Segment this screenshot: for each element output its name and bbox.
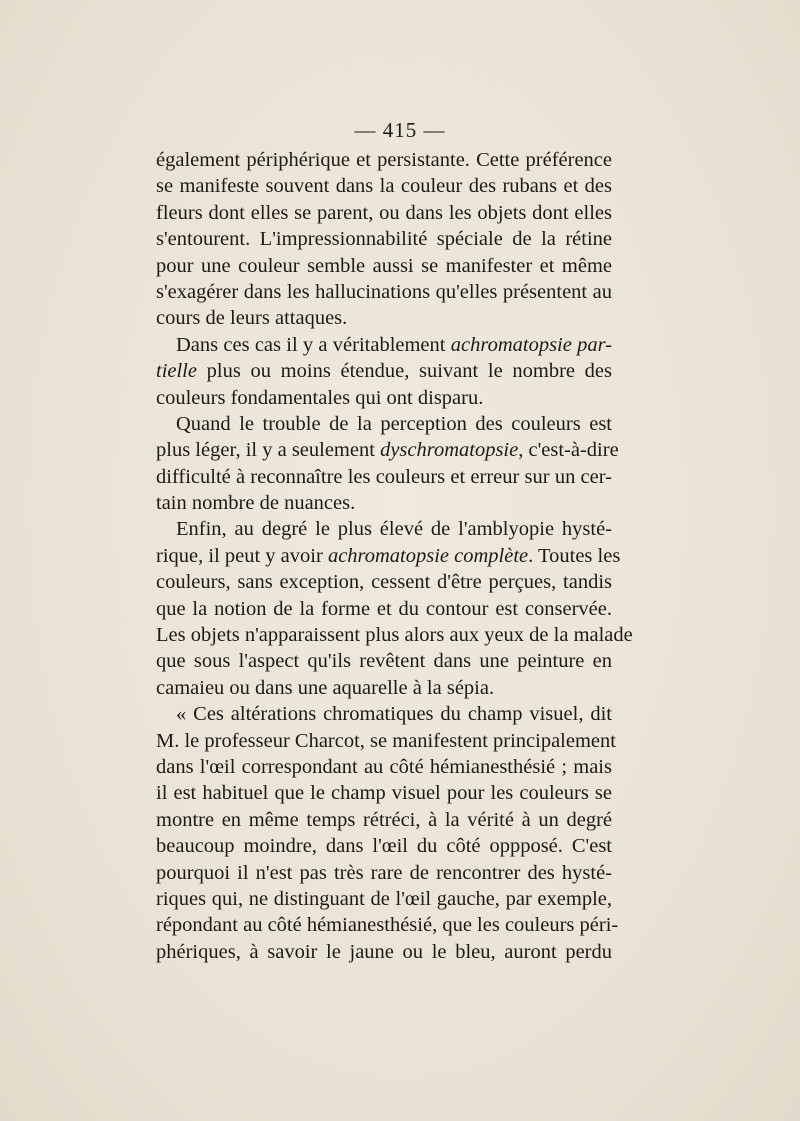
text-run: rique, il peut y avoir xyxy=(156,544,328,567)
text-line: difficulté à reconnaître les couleurs et erreur sur un cer- xyxy=(156,465,612,488)
text-line: Enfin, au degré le plus élevé de l'amblyopie hysté- xyxy=(176,518,612,541)
text-line: Les objets n'apparaissent plus alors aux yeux de la malade xyxy=(156,624,633,647)
text-line: couleurs fondamentales qui ont disparu. xyxy=(156,386,484,409)
text-line: répondant au côté hémianesthésié, que les couleurs péri- xyxy=(156,914,619,937)
text-run: plus léger, il y a seulement xyxy=(156,439,381,462)
italic-term: dyschromatopsie xyxy=(380,439,519,462)
text-run: . Toutes les xyxy=(528,544,621,567)
italic-term: achromatopsie par- xyxy=(450,333,612,356)
body-text xyxy=(156,147,633,965)
text-line xyxy=(156,543,621,569)
text-run: , c'est-à-dire xyxy=(518,439,619,462)
text-line: se manifeste souvent dans la couleur des rubans et des xyxy=(156,175,612,198)
text-line: phériques, à savoir le jaune ou le bleu, auront perdu xyxy=(156,940,612,963)
text-line: cours de leurs attaques. xyxy=(156,307,348,330)
text-line: que la notion de la forme et du contour est conservée. xyxy=(156,597,612,620)
text-line: couleurs, sans exception, cessent d'être perçues, tandis xyxy=(156,571,612,594)
text-line: M. le professeur Charcot, se manifestent principalement xyxy=(156,729,616,752)
text-line: beaucoup moindre, dans l'œil du côté oppposé. C'est xyxy=(156,835,612,858)
text-line: pourquoi il n'est pas très rare de rencontrer des hysté- xyxy=(156,861,612,884)
text-line: tain nombre de nuances. xyxy=(156,492,356,515)
text-line: dans l'œil correspondant au côté hémianesthésié ; mais xyxy=(156,755,612,778)
text-line: « Ces altérations chromatiques du champ visuel, dit xyxy=(176,703,612,726)
text-line: également périphérique et persistante. Cette préférence xyxy=(156,149,612,171)
text-line: s'entourent. L'impressionnabilité spéciale de la rétine xyxy=(156,228,612,251)
text-line: Quand le trouble de la perception des couleurs est xyxy=(176,412,612,435)
text-line: il est habituel que le champ visuel pour les couleurs se xyxy=(156,782,612,805)
text-line: camaieu ou dans une aquarelle à la sépia. xyxy=(156,676,495,699)
italic-term: achromatopsie complète xyxy=(327,544,529,567)
page-number: — 415 — xyxy=(354,118,446,142)
text-run: Dans ces cas il y a véritablement xyxy=(176,333,451,356)
text-line: que sous l'aspect qu'ils revêtent dans une peinture en xyxy=(156,650,612,673)
text-line: riques qui, ne distinguant de l'œil gauche, par exemple, xyxy=(156,887,612,910)
text-run: plus ou moins étendue, suivant le nombre des xyxy=(196,360,612,383)
text-line: s'exagérer dans les hallucinations qu'elles présentent au xyxy=(156,280,612,303)
text-line xyxy=(156,358,612,384)
text-line xyxy=(156,437,619,463)
text-line: fleurs dont elles se parent, ou dans les objets dont elles xyxy=(156,201,612,224)
italic-term: tielle xyxy=(156,360,197,383)
text-line: pour une couleur semble aussi se manifester et même xyxy=(156,254,612,277)
text-line xyxy=(156,332,612,358)
text-line: montre en même temps rétréci, à la vérité à un degré xyxy=(156,808,612,831)
